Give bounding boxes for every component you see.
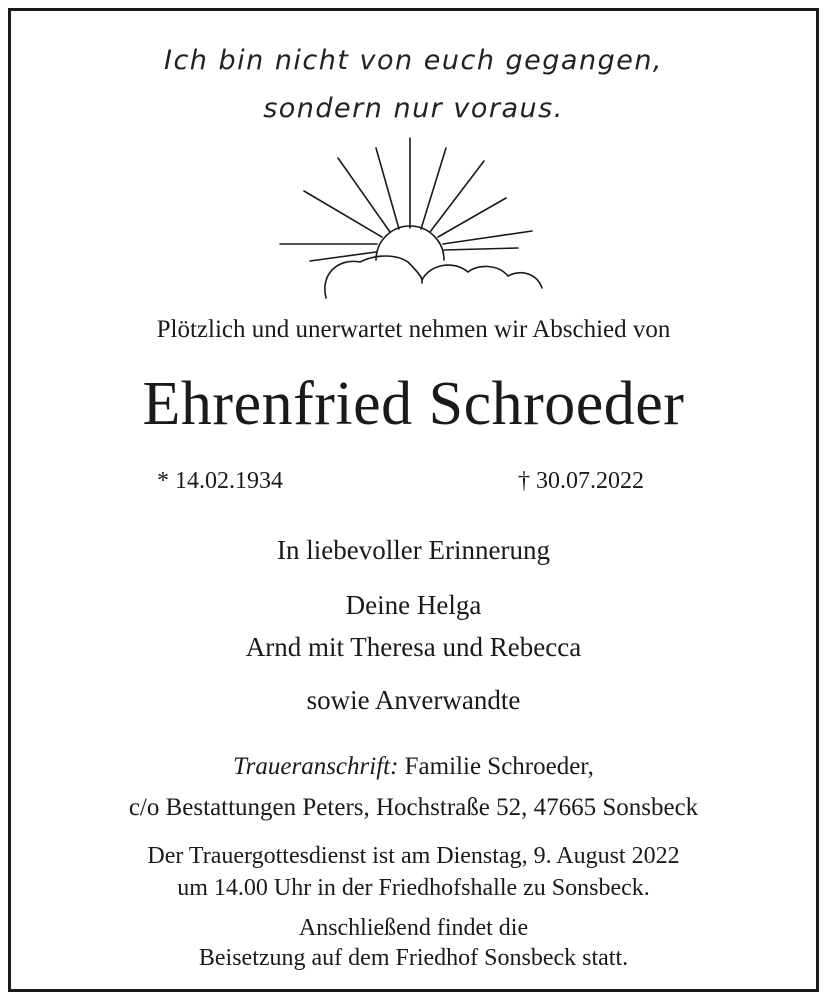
address-line-1 xyxy=(11,753,816,781)
deceased-name: Ehrenfried Schroeder xyxy=(142,370,685,438)
service-line-1: Der Trauergottesdienst ist am Dienstag, 9. August 2022 xyxy=(147,843,680,869)
sunrise-icon xyxy=(276,136,556,306)
family-line-2: Arnd mit Theresa und Rebecca xyxy=(245,632,582,662)
verse-line-2: sondern nur voraus. xyxy=(263,93,564,124)
service-line-3: Anschließend findet die xyxy=(298,915,529,941)
address-line-2: c/o Bestattungen Peters, Hochstraße 52, 47665 Sonsbeck xyxy=(128,794,699,821)
obituary-card xyxy=(8,8,819,992)
verse-line-1: Ich bin nicht von euch gegangen, xyxy=(163,45,664,76)
birth-date: * 14.02.1934 xyxy=(157,468,283,494)
service-line-2: um 14.00 Uhr in der Friedhofshalle zu Sonsbeck. xyxy=(177,875,650,901)
address-label: Traueranschrift: xyxy=(233,753,399,780)
intro-text: Plötzlich und unerwartet nehmen wir Abschied von xyxy=(156,316,671,343)
address-family: Familie Schroeder, xyxy=(398,753,594,780)
service-line-4: Beisetzung auf dem Friedhof Sonsbeck statt. xyxy=(198,945,629,971)
family-line-3: sowie Anverwandte xyxy=(306,685,521,715)
family-line-1: Deine Helga xyxy=(345,590,482,620)
death-date: † 30.07.2022 xyxy=(518,468,644,494)
remembrance-text: In liebevoller Erinnerung xyxy=(277,535,550,565)
